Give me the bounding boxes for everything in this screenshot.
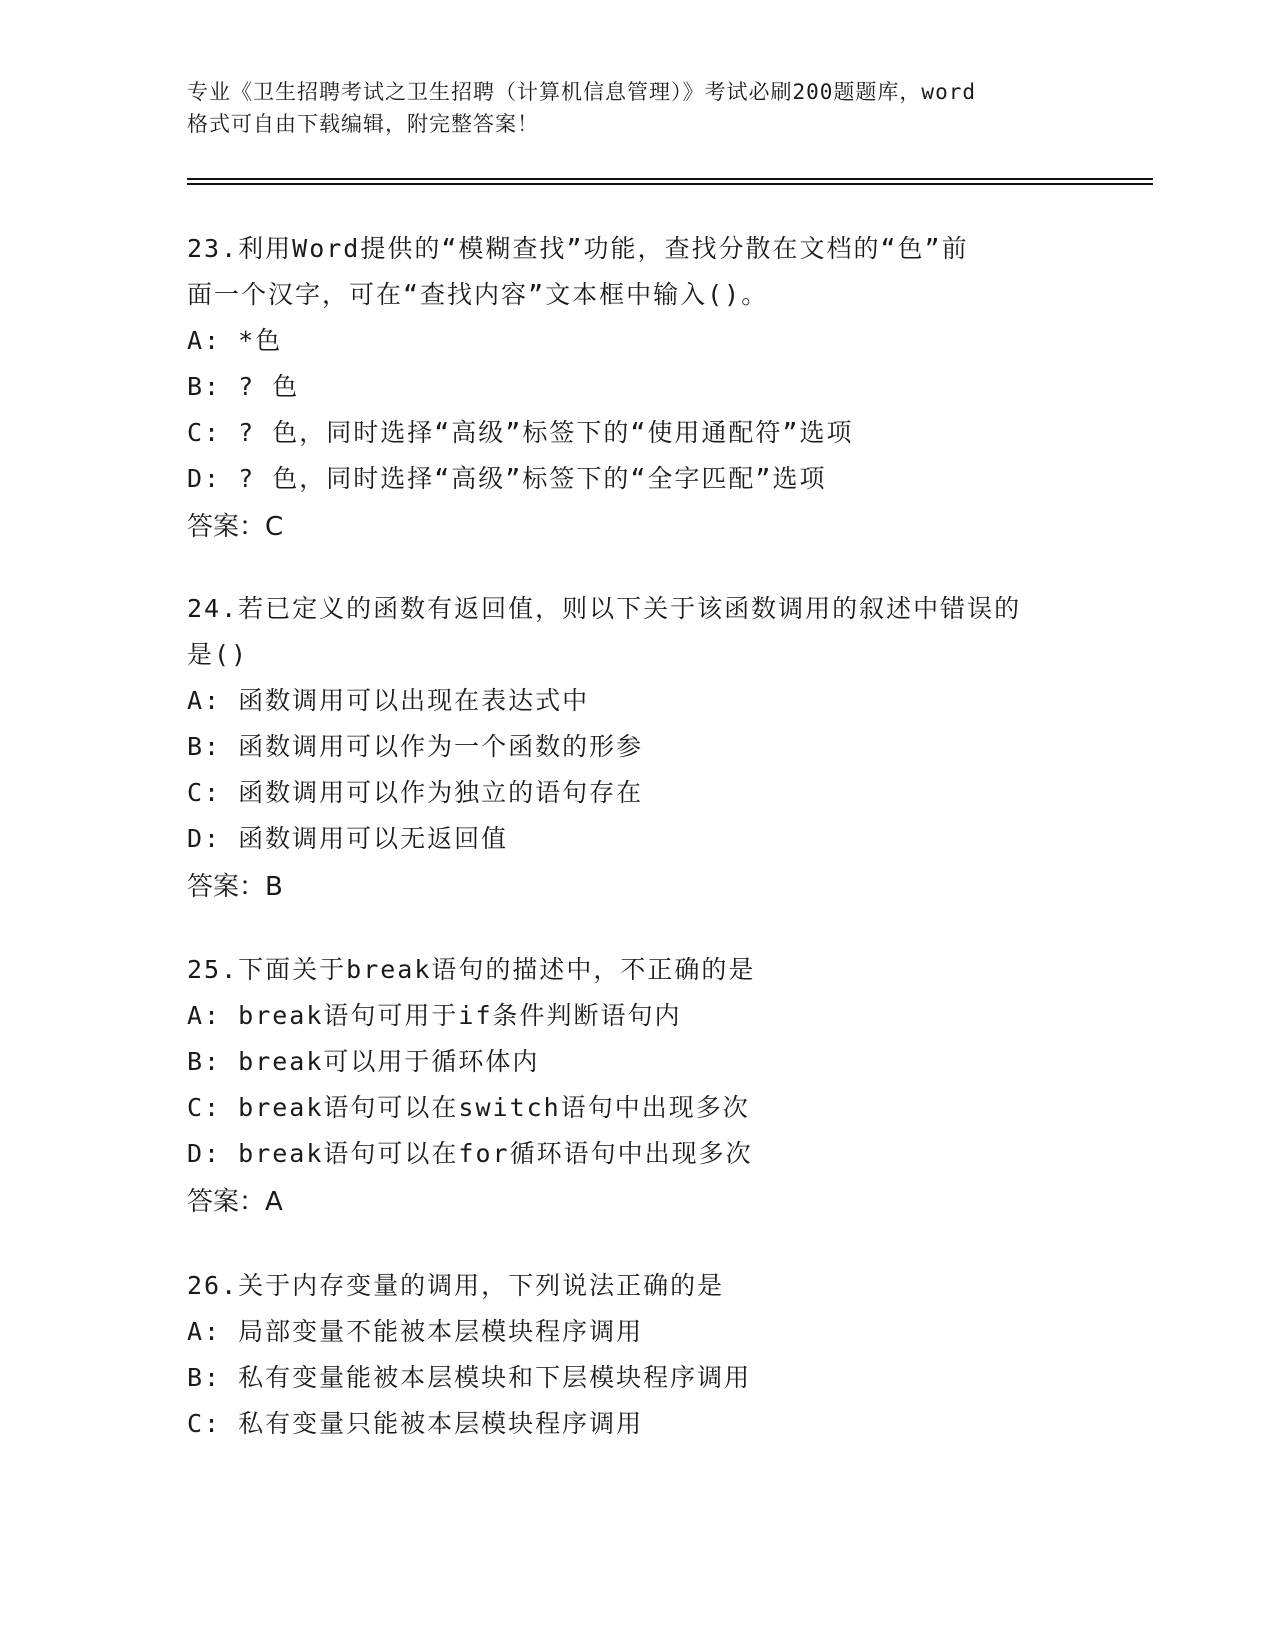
option-c: C: break语句可以在switch语句中出现多次 <box>187 1093 750 1122</box>
option-a: A: 局部变量不能被本层模块程序调用 <box>187 1317 644 1346</box>
option-d: D: ? 色，同时选择“高级”标签下的“全字匹配”选项 <box>187 464 827 493</box>
question-stem-continued: 面一个汉字，可在“查找内容”文本框中输入()。 <box>187 280 769 309</box>
option-d: D: break语句可以在for循环语句中出现多次 <box>187 1139 753 1168</box>
header-divider-top <box>187 178 1153 180</box>
question-stem: 24.若已定义的函数有返回值，则以下关于该函数调用的叙述中错误的 <box>187 594 1022 623</box>
question-stem: 23.利用Word提供的“模糊查找”功能，查找分散在文档的“色”前 <box>187 234 969 263</box>
question-23 <box>187 226 1087 550</box>
answer-label: 答案：A <box>187 1187 283 1217</box>
header-line-2: 格式可自由下载编辑，附完整答案！ <box>187 112 539 136</box>
question-25 <box>187 947 1087 1225</box>
option-a: A: 函数调用可以出现在表达式中 <box>187 686 590 715</box>
question-stem: 25.下面关于break语句的描述中，不正确的是 <box>187 955 756 984</box>
option-b: B: 函数调用可以作为一个函数的形参 <box>187 732 644 761</box>
option-a: A: break语句可用于if条件判断语句内 <box>187 1001 682 1030</box>
question-stem-continued: 是() <box>187 640 249 669</box>
question-26 <box>187 1263 1087 1447</box>
option-c: C: 函数调用可以作为独立的语句存在 <box>187 778 644 807</box>
option-d: D: 函数调用可以无返回值 <box>187 824 509 853</box>
answer-label: 答案：C <box>187 512 284 542</box>
question-stem: 26.关于内存变量的调用，下列说法正确的是 <box>187 1271 725 1300</box>
option-b: B: break可以用于循环体内 <box>187 1047 540 1076</box>
header-line-1: 专业《卫生招聘考试之卫生招聘（计算机信息管理）》考试必刷200题题库，word <box>187 80 976 104</box>
option-c: C: 私有变量只能被本层模块程序调用 <box>187 1409 644 1438</box>
header-divider-bottom <box>187 183 1153 185</box>
option-c: C: ? 色，同时选择“高级”标签下的“使用通配符”选项 <box>187 418 854 447</box>
option-b: B: ? 色 <box>187 372 300 401</box>
option-a: A: *色 <box>187 326 283 355</box>
document-header <box>187 76 1087 140</box>
option-b: B: 私有变量能被本层模块和下层模块程序调用 <box>187 1363 752 1392</box>
question-24 <box>187 586 1087 910</box>
answer-label: 答案：B <box>187 872 283 902</box>
